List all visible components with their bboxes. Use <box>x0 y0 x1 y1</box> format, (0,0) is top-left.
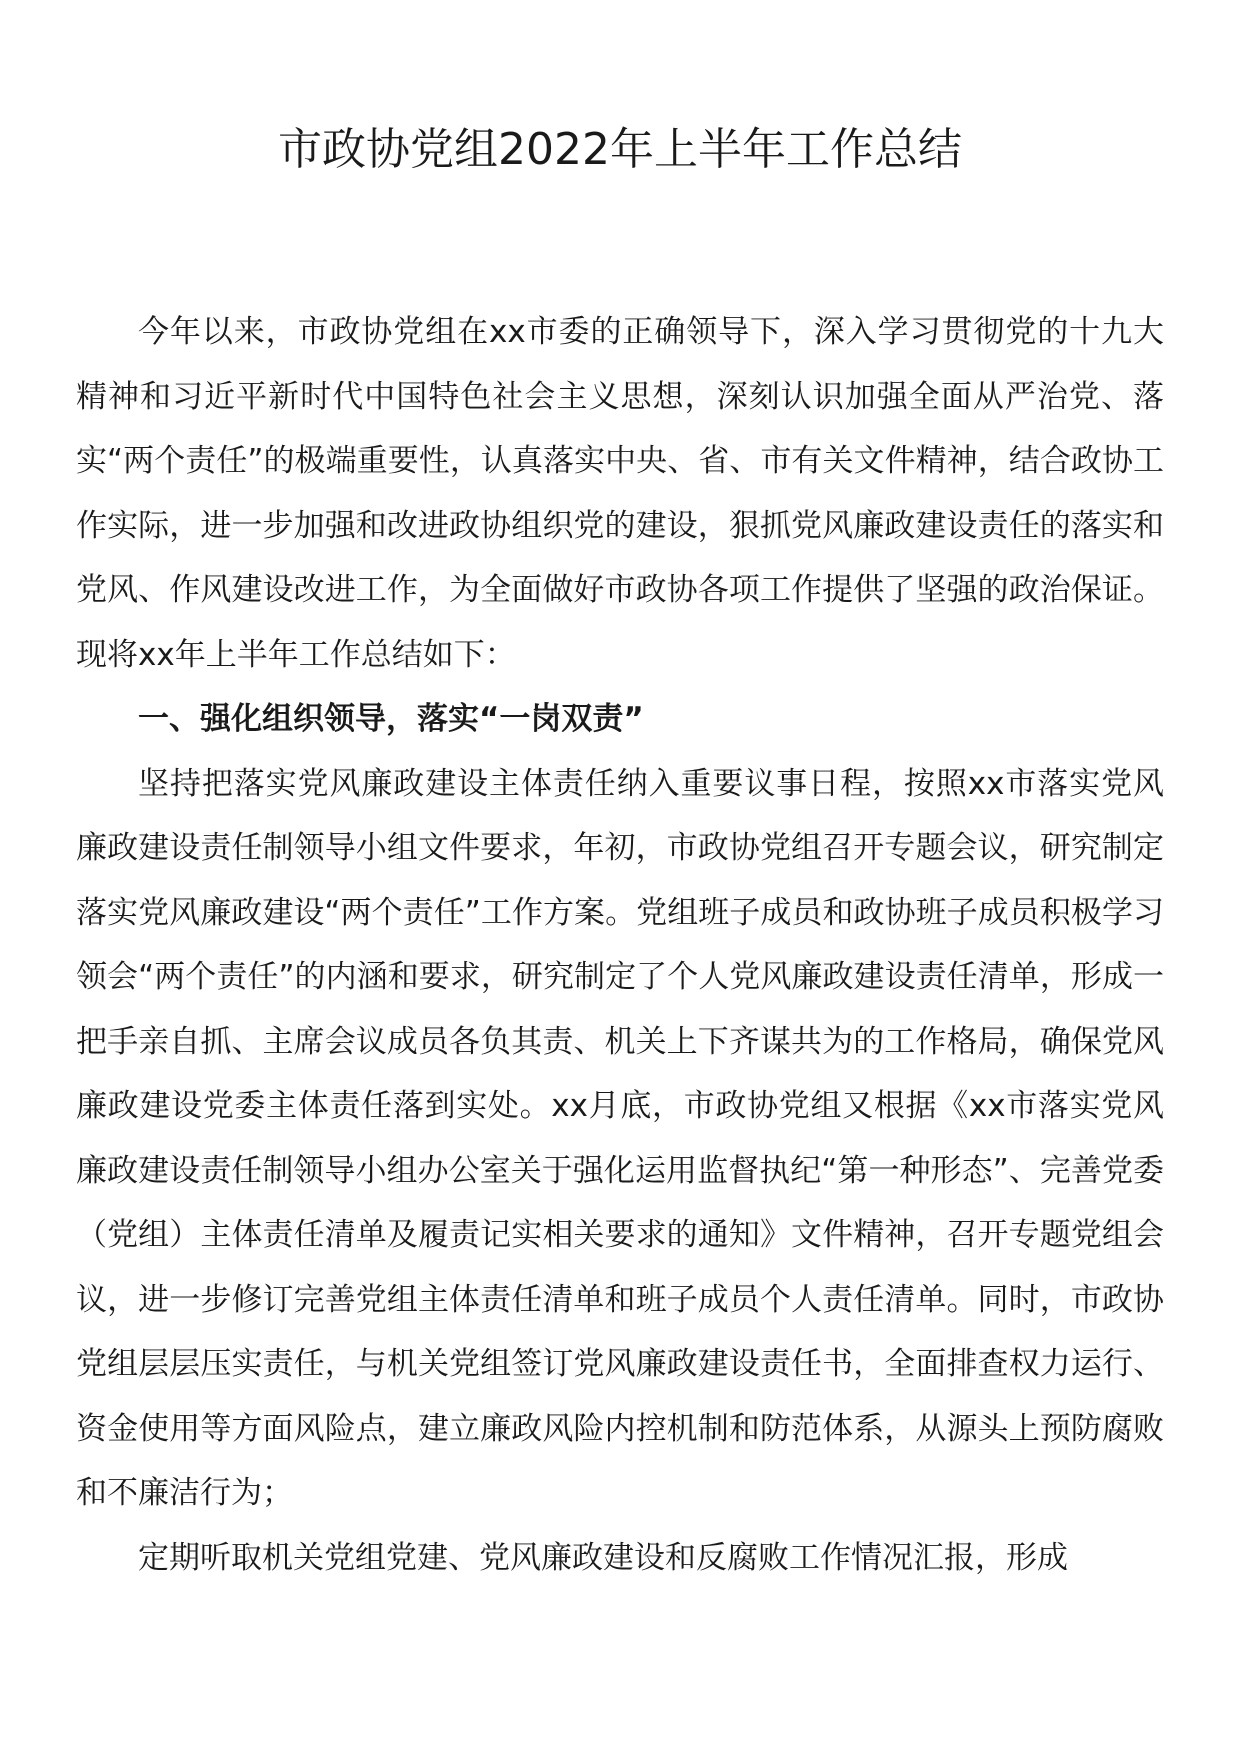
document-body <box>76 300 1164 1590</box>
paragraph-section-1: 坚持把落实党风廉政建设主体责任纳入重要议事日程，按照xx市落实党风廉政建设责任制领导小组文件要求，年初，市政协党组召开专题会议，研究制定落实党风廉政建设“两个责任”工作方案。党组班子成员和政协班子成员积极学习领会“两个责任”的内涵和要求，研究制定了个人党风廉政建设责任清单，形成一把手亲自抓、主席会议成员各负其责、机关上下齐谋共为的工作格局，确保党风廉政建设党委主体责任落到实处。xx月底，市政协党组又根据《xx市落实党风廉政建设责任制领导小组办公室关于强化运用监督执纪“第一种形态”、完善党委（党组）主体责任清单及履责记实相关要求的通知》文件精神，召开专题党组会议，进一步修订完善党组主体责任清单和班子成员个人责任清单。同时，市政协党组层层压实责任，与机关党组签订党风廉政建设责任书，全面排查权力运行、资金使用等方面风险点，建立廉政风险内控机制和防范体系，从源头上预防腐败和不廉洁行为； <box>76 765 1164 1511</box>
paragraph-section-1-continued: 定期听取机关党组党建、党风廉政建设和反腐败工作情况汇报，形成 <box>138 1539 1068 1576</box>
section-heading-1: 一、强化组织领导，落实“一岗双责” <box>138 701 644 737</box>
paragraph-intro: 今年以来，市政协党组在xx市委的正确领导下，深入学习贯彻党的十九大精神和习近平新时代中国特色社会主义思想，深刻认识加强全面从严治党、落实“两个责任”的极端重要性，认真落实中央、省、市有关文件精神，结合政协工作实际，进一步加强和改进政协组织党的建设，狠抓党风廉政建设责任的落实和党风、作风建设改进工作，为全面做好市政协各项工作提供了坚强的政治保证。现将xx年上半年工作总结如下： <box>76 314 1164 673</box>
document-title: 市政协党组2022年上半年工作总结 <box>278 124 962 175</box>
